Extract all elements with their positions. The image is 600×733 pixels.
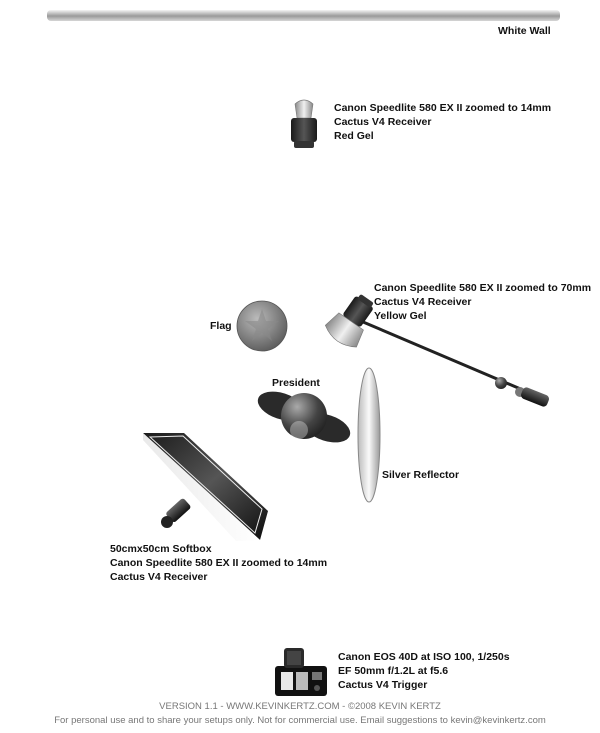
boom-flash-line-2: Cactus V4 Receiver [374,296,472,308]
softbox-line-1: 50cmx50cm Softbox [110,543,212,555]
reflector-label: Silver Reflector [382,469,460,481]
top-flash-icon [291,100,317,148]
softbox-icon [143,433,268,541]
softbox-line-3: Cactus V4 Receiver [110,571,208,583]
top-flash-line-2: Cactus V4 Receiver [334,116,432,128]
boom-flash-label [374,281,591,323]
top-flash-line-3: Red Gel [334,130,374,142]
top-flash-label [334,101,551,143]
silver-reflector-icon [358,368,380,502]
flag-label: Flag [210,320,232,332]
camera-icon [275,648,327,696]
footer-version: VERSION 1.1 - WWW.KEVINKERTZ.COM - ©2008 KEVIN KERTZ [159,701,441,712]
softbox-line-2: Canon Speedlite 580 EX II zoomed to 14mm [110,557,328,569]
subject-icon [254,386,354,448]
camera-line-2: EF 50mm f/1.2L at f5.6 [338,665,449,677]
footer-note: For personal use and to share your setups only. Not for commercial use. Email suggestions to kevin@kevinkertz.com [54,715,546,726]
flag-icon [237,301,287,351]
white-wall-label: White Wall [498,25,551,37]
camera-line-3: Cactus V4 Trigger [338,679,428,691]
boom-flash-line-3: Yellow Gel [374,310,427,322]
camera-line-1: Canon EOS 40D at ISO 100, 1/250s [338,651,510,663]
camera-label [338,650,510,692]
subject-label: President [272,377,320,389]
softbox-label [110,542,327,584]
boom-flash-line-1: Canon Speedlite 580 EX II zoomed to 70mm [374,282,592,294]
top-flash-line-1: Canon Speedlite 580 EX II zoomed to 14mm [334,102,552,114]
